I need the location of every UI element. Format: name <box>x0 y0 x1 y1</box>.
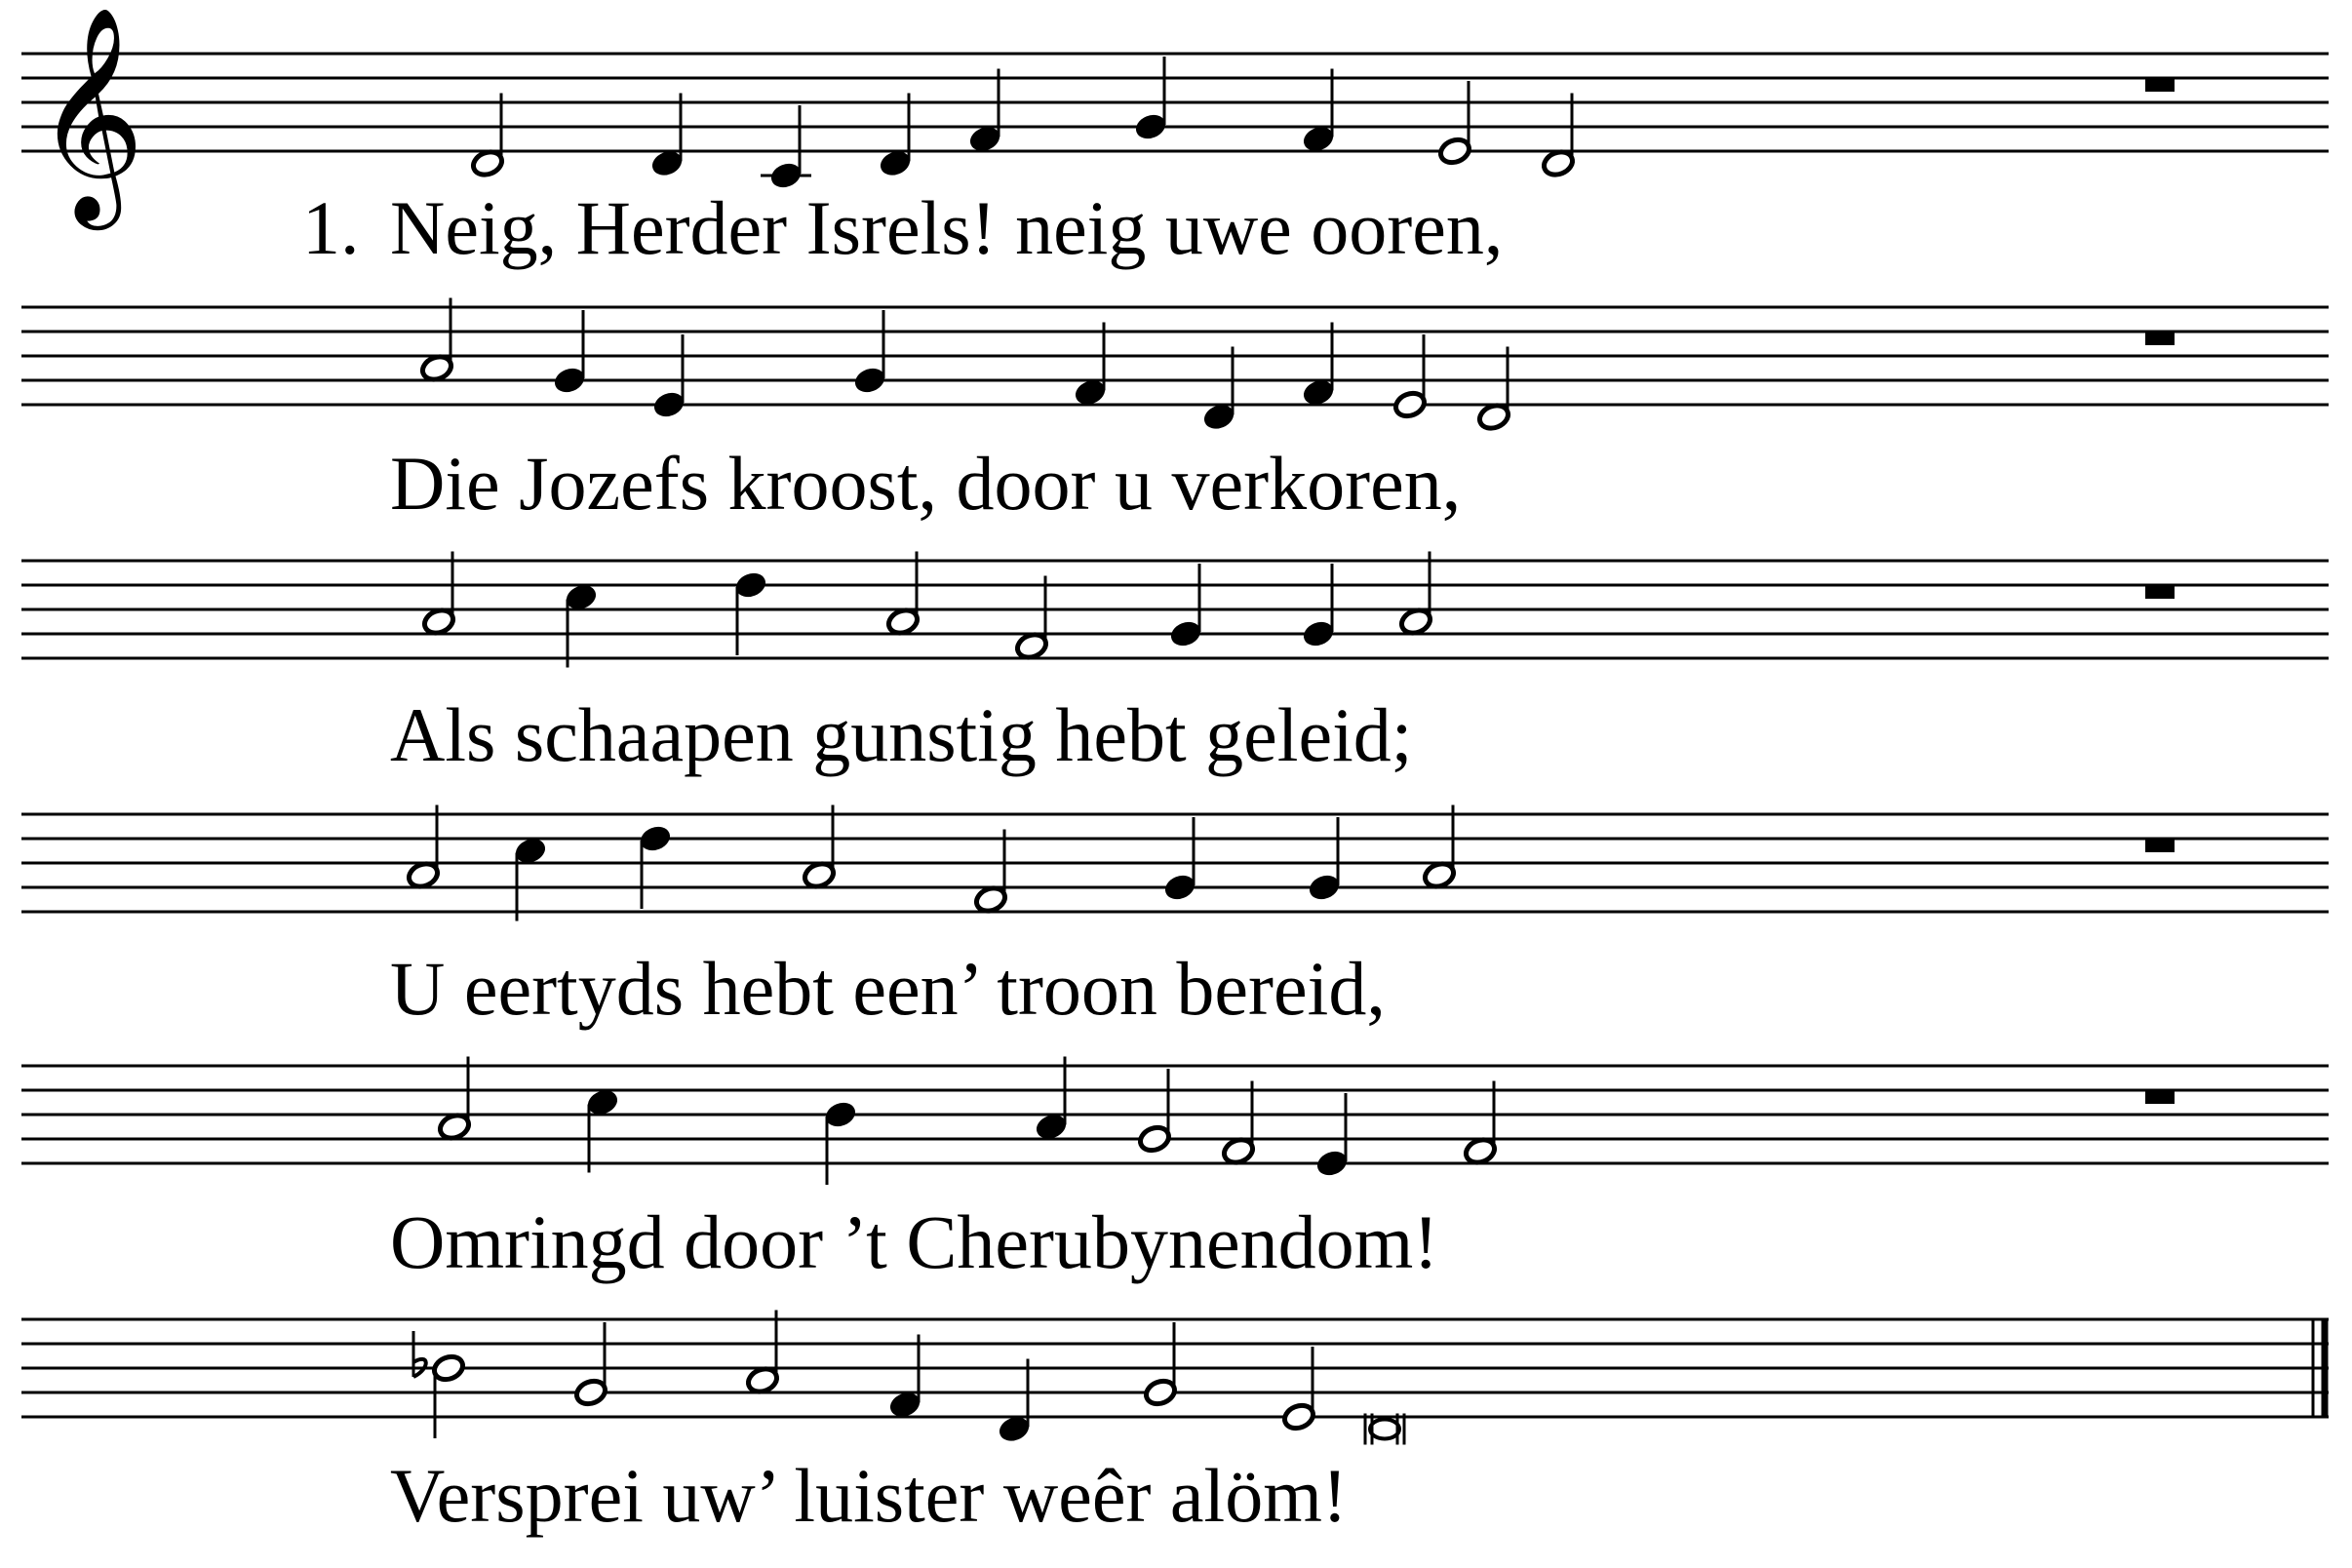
note <box>638 823 673 909</box>
note <box>419 298 454 384</box>
note <box>1168 564 1203 649</box>
note <box>1162 817 1197 903</box>
lyric-line: Als schaapen gunstig hebt geleid; <box>390 692 1413 777</box>
note <box>1314 1093 1350 1179</box>
note <box>1463 1081 1498 1167</box>
note <box>1301 69 1336 155</box>
note <box>733 569 768 655</box>
note <box>1281 1347 1316 1432</box>
verse-number: 1. <box>302 185 360 270</box>
rest-icon <box>2145 1091 2175 1104</box>
note <box>552 310 587 396</box>
note <box>585 1087 620 1173</box>
note <box>1034 1057 1069 1143</box>
note <box>1301 323 1336 409</box>
note <box>885 552 921 638</box>
rest-icon <box>2145 333 2175 345</box>
note <box>1541 94 1576 179</box>
note <box>1301 564 1336 649</box>
note <box>1437 81 1472 167</box>
note <box>745 1311 780 1396</box>
note <box>1476 347 1511 433</box>
note <box>878 94 913 179</box>
note <box>1133 57 1168 142</box>
note <box>513 836 548 921</box>
note <box>437 1057 472 1143</box>
staff <box>21 307 2329 405</box>
note <box>1392 334 1428 420</box>
note <box>1137 1069 1172 1155</box>
note <box>1307 817 1342 903</box>
rest-icon <box>2145 840 2175 852</box>
note <box>564 582 599 668</box>
note <box>406 805 441 891</box>
note <box>967 69 1002 155</box>
note <box>823 1099 858 1185</box>
lyric-line: Neig, Herder Isrels! neig uwe ooren, <box>390 185 1504 270</box>
notehead <box>1370 1420 1399 1439</box>
note <box>887 1335 922 1421</box>
staff <box>21 561 2329 658</box>
note <box>1365 1414 1404 1445</box>
note <box>973 830 1008 916</box>
rest-icon <box>2145 586 2175 599</box>
treble-clef-icon: 𝄞 <box>35 5 145 220</box>
note <box>1014 576 1049 662</box>
note <box>1422 805 1457 891</box>
note <box>413 1331 466 1438</box>
lyric-line: Die Jozefs kroost, door u verkoren, <box>390 441 1462 526</box>
staff <box>21 1066 2329 1163</box>
note <box>649 94 685 179</box>
note <box>761 105 811 191</box>
note <box>573 1322 608 1408</box>
note <box>997 1359 1032 1445</box>
note <box>1398 552 1433 638</box>
note <box>651 334 686 420</box>
note <box>1201 347 1236 433</box>
note <box>1221 1081 1256 1167</box>
note <box>802 805 837 891</box>
lyric-line: U eertyds hebt een’ troon bereid, <box>390 946 1386 1031</box>
lyric-line: Omringd door ’t Cherubynendom! <box>390 1199 1439 1284</box>
rest-icon <box>2145 79 2175 92</box>
note <box>1073 323 1108 409</box>
note <box>852 310 887 396</box>
note <box>1143 1322 1178 1408</box>
lyric-line: Versprei uw’ luister weêr alöm! <box>390 1453 1348 1538</box>
note <box>470 94 505 179</box>
note <box>421 552 456 638</box>
